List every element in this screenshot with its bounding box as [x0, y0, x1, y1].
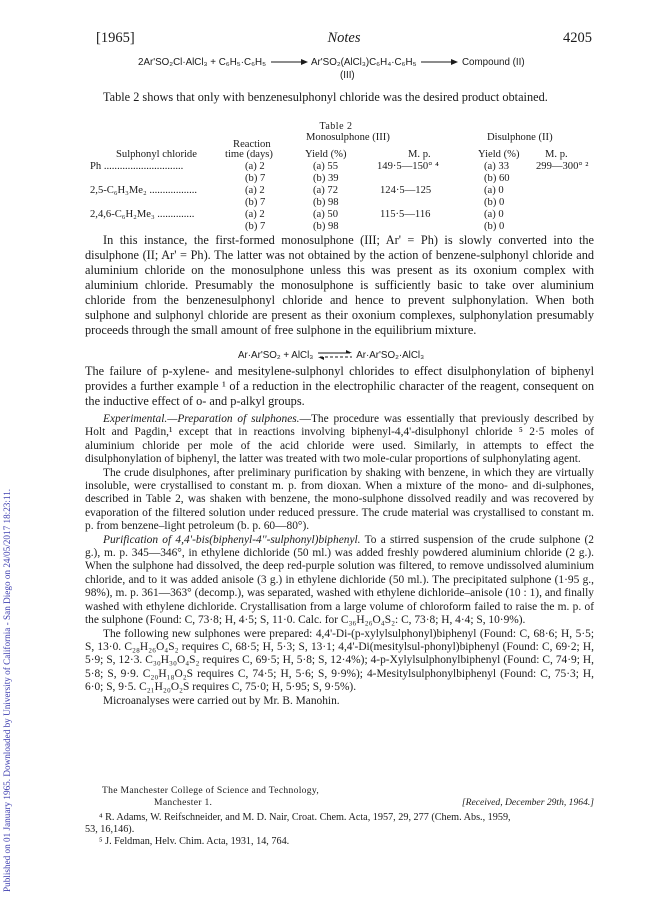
section-title: Notes — [327, 30, 361, 46]
header-mono-yield: Yield (%) — [305, 149, 347, 160]
table-cell-di-yield: (b) 0 — [484, 197, 505, 208]
table-cell-mono-mp: 124·5—125 — [380, 185, 432, 196]
table-cell-mono-yield: (a) 72 — [313, 185, 338, 196]
received-date: [Received, December 29th, 1964.] — [461, 797, 594, 808]
experimental-para-1 — [85, 413, 594, 467]
institution-name: The Manchester College of Science and Technology, — [102, 785, 320, 796]
table-cell-mono-mp: 149·5—150° ⁴ — [377, 161, 439, 172]
affiliation-block — [90, 785, 594, 809]
table-cell-mono-mp: 115·5—116 — [380, 209, 431, 220]
equilibrium-product: Ar·Ar'SO₂·AlCl₃ — [356, 350, 425, 361]
experimental-para-2: The crude disulphones, after preliminary purification by shaking with benzene, in which they are virtually insoluble, were crystallised to constant m. p. from dioxan. When a mixture of the mono- and di-sulphones, described in Table 2, was shaken with benzene, the mono-sulphone dissolved readily and was recovered by evaporation of the filtered solution under reduced pressure. The crude material was crystallised to constant m. p. from benzene–light petroleum (b. p. 60—80°). — [85, 466, 594, 533]
table-cell-di-yield: (b) 0 — [484, 221, 505, 232]
table-cell-time: (b) 7 — [245, 197, 266, 208]
table-cell-di-yield: (a) 0 — [484, 185, 504, 196]
header-di-yield: Yield (%) — [478, 149, 520, 160]
table-cell-di-yield: (b) 60 — [484, 173, 510, 184]
table-cell-di-yield: (a) 33 — [484, 161, 509, 172]
reaction-arrow-icon — [419, 58, 459, 66]
table-cell-time: (a) 2 — [245, 185, 265, 196]
table-cell-mono-yield: (b) 98 — [313, 221, 339, 232]
intro-paragraph — [85, 90, 594, 105]
intermediate-label: (III) — [340, 70, 355, 81]
header-mono-mp: M. p. — [408, 149, 431, 160]
experimental-body-1: —The procedure was essentially that previously described by Holt and Pagdin,¹ except that in reactions involving biphenyl-4,4'-disulphonyl chloride ⁵ 2·5 moles of aluminium chloride per mole of the acid chloride were used. Similarly, in attempts to effect the disulphonylation of biphenyl, the latter was treated with two mole-cular proportions of sulphonylating agent. — [85, 413, 594, 466]
journal-year: [1965] — [96, 30, 135, 46]
header-sulphonyl-chloride: Sulphonyl chloride — [116, 149, 197, 160]
table-cell-time: (b) 7 — [245, 221, 266, 232]
table-cell-di-mp: 299—300° ² — [536, 161, 589, 172]
reaction-arrow-icon — [269, 58, 309, 66]
equilibrium-equation — [238, 350, 424, 361]
failure-text: The failure of p-xylene- and mesitylene-sulphonyl chlorides to effect disulphonylation of biphenyl provides a further example ¹ of a reduction in the electrophilic character of the reagent, consequent on the inductive effect of o- and p-alkyl groups. — [85, 364, 594, 408]
equation-reactants: 2Ar'SO₂Cl·AlCl₃ + C₆H₅·C₆H₅ — [138, 57, 267, 68]
purification-heading: Purification of 4,4'-bis(biphenyl-4''-sulphonyl)biphenyl. — [103, 533, 361, 546]
header-monosulphone: Monosulphone (III) — [306, 132, 390, 143]
experimental-para-4: The following new sulphones were prepared: 4,4'-Di-(p-xylylsulphonyl)biphenyl (Found: C, 68·6; H, 5·5; S, 13·0. C₂₈H₂₆O₄S₂ requires C, 68·5; H, 5·3; S, 13·1; 4,4'-Di(mesitylsul-phonyl)biphenyl (Found: C, 69·2; H, 5·9; S, 12·3. C₃₀H₃₀O₄S₂ requires C, 69·5; H, 5·8; S, 12·4%); 4-p-Xylylsulphonylbiphenyl (Found: C, 74·9; H, 5·8; S, 9·9. C₂₀H₁₈O₂S requires C, 74·5; H, 5·6; S, 9·9%); 4-Mesitylsulphonylbiphenyl (Found: C, 75·3; H, 6·0; S, 9·5. C₂₁H₂₀O₂S requires C, 75·0; H, 5·95; S, 9·5%). — [85, 627, 594, 694]
header-di-mp: M. p. — [545, 149, 568, 160]
reference-item: ⁵ J. Feldman, Helv. Chim. Acta, 1931, 14, 764. — [99, 836, 290, 847]
experimental-heading: Experimental.—Preparation of sulphones. — [103, 413, 300, 425]
table-cell-mono-yield: (b) 39 — [313, 173, 339, 184]
table-cell-chloride: 2,4,6-C₆H₂Me₃ .............. — [90, 209, 195, 220]
table-cell-chloride: 2,5-C₆H₃Me₂ .................. — [90, 185, 198, 196]
header-reaction: Reaction — [233, 139, 271, 150]
reaction-equation — [138, 57, 525, 68]
intro-text: Table 2 shows that only with benzenesulphonyl chloride was the desired product obtained. — [103, 90, 548, 104]
page-header — [96, 30, 592, 48]
download-watermark: Published on 01 January 1965. Downloaded by University of California - San Diego on 24/05/2017 18:23:11. — [2, 488, 12, 892]
institution-city: Manchester 1. — [154, 797, 213, 808]
table-cell-time: (b) 7 — [245, 173, 266, 184]
equation-intermediate: Ar'SO₂(AlCl₃)C₆H₄·C₆H₅ — [311, 57, 417, 68]
experimental-body-3: To a stirred suspension of the crude sulphone (2 g.), m. p. 345—346°, in ethylene dichloride (50 ml.) was added freshly powdered aluminium chloride (2 g.). When the sulphone had dissolved, the deep red-purple solution was filtered, to remove undissolved aluminium chloride, and to it was added anisole (3 g.) in ethylene dichloride (50 ml.). The precipitated sulphone (1·95 g., 98%), m. p. 361—363° (decomp.), was separated, washed with ethylene dichloride–anisole (10 : 1), and finally washed with ethylene dichloride. Crystallisation from a large volume of chloroform failed to raise the m. p. of the sulphone (Found: C, 73·8; H, 4·5; S, 11·0. Calc. for C₃₆H₂₆O₄S₂: C, 73·8; H, 4·4; S, 10·9%). — [85, 533, 594, 627]
reference-item: ⁴ R. Adams, W. Reifschneider, and M. D. Nair, Croat. Chem. Acta, 1957, 29, 277 (Chem. Abs., 1959, — [99, 812, 511, 823]
equilibrium-arrow-icon — [316, 350, 354, 360]
table-cell-mono-yield: (a) 50 — [313, 209, 338, 220]
reference-item: 53, 16,146). — [85, 824, 135, 835]
experimental-para-5: Microanalyses were carried out by Mr. B. Manohin. — [103, 694, 340, 707]
equilibrium-reactants: Ar·Ar'SO₂ + AlCl₃ — [238, 350, 314, 361]
failure-paragraph — [85, 364, 594, 409]
table-caption: Table 2 — [319, 121, 353, 132]
table-cell-mono-yield: (a) 55 — [313, 161, 338, 172]
discussion-paragraph — [85, 233, 594, 338]
table-cell-chloride: Ph .............................. — [90, 161, 184, 172]
experimental-para-3 — [85, 534, 594, 628]
equation-product: Compound (II) — [461, 57, 525, 68]
page-number: 4205 — [563, 30, 592, 46]
header-disulphone: Disulphone (II) — [487, 132, 553, 143]
table-cell-time: (a) 2 — [245, 209, 265, 220]
table-cell-di-yield: (a) 0 — [484, 209, 504, 220]
references — [85, 812, 594, 848]
table-cell-time: (a) 2 — [245, 161, 265, 172]
header-time: time (days) — [225, 149, 273, 160]
experimental-section — [85, 413, 594, 708]
table-cell-mono-yield: (b) 98 — [313, 197, 339, 208]
discussion-text: In this instance, the first-formed monosulphone (III; Ar' = Ph) is slowly converted into the disulphone (II; Ar' = Ph). The latter was not obtained by the action of benzene-sulphonyl chloride and aluminium chloride on the monosulphone unless this was present as its oxonium complex with aluminium chloride. Presumably the monosulphone is sufficiently basic to take over aluminium chloride from the benzenesulphonyl chloride and hence to prevent sulphonylation. When both sulphone and sulphonyl chloride are present as their oxonium complexes, sulphonylation presumably proceeds through the small amount of free sulphone in the equilibrium mixture. — [85, 233, 594, 337]
